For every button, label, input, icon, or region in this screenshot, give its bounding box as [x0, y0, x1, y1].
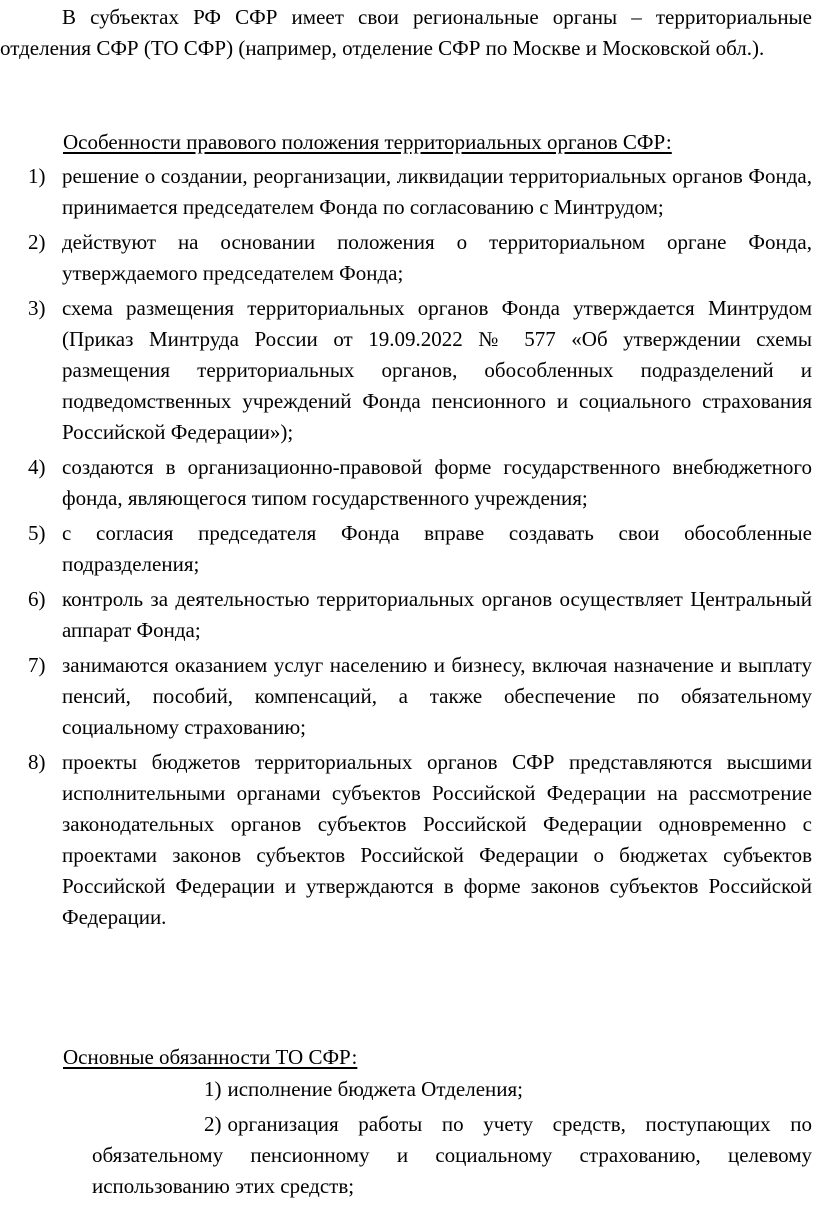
list-item: [0, 747, 812, 933]
features-list: [0, 161, 812, 937]
list-item-text: контроль за деятельностью территориальных органов осуществляет Центральный аппарат Фонда;: [62, 587, 812, 642]
list-item-text: решение о создании, реорганизации, ликвидации территориальных органов Фонда, принимается председателем Фонда по согласованию с Минтрудом;: [62, 164, 812, 219]
list-item-number: 5): [28, 521, 46, 545]
duties-heading: Основные обязанности ТО СФР:: [63, 1045, 358, 1069]
list-item: [92, 1109, 812, 1202]
list-item: [92, 1074, 812, 1105]
list-item-number: 7): [28, 653, 46, 677]
list-item: [0, 227, 812, 289]
list-item-number: 1): [204, 1077, 222, 1101]
list-item-text: проекты бюджетов территориальных органов СФР представляются высшими исполнительными органами субъектов Российской Федерации на рассмотрение законодательных органов субъектов Российской Федерации одновременно с проектами законов субъектов Российской Федерации о бюджетах субъектов Российской Федерации и утверждаются в форме законов субъектов Российской Федерации.: [62, 750, 812, 929]
list-item-text: действуют на основании положения о территориальном органе Фонда, утверждаемого председателем Фонда;: [62, 230, 812, 285]
list-item-text: организация работы по учету средств, поступающих по обязательному пенсионному и социальному страхованию, целевому использованию этих средств;: [92, 1112, 812, 1198]
list-item: [0, 650, 812, 743]
list-item-text: создаются в организационно-правовой форме государственного внебюджетного фонда, являющегося типом государственного учреждения;: [62, 455, 812, 510]
list-item-number: 2): [28, 230, 46, 254]
list-item-number: 3): [28, 296, 46, 320]
features-heading: Особенности правового положения территориальных органов СФР:: [63, 130, 672, 154]
list-item-number: 8): [28, 750, 46, 774]
list-item: [0, 518, 812, 580]
list-item-text: занимаются оказанием услуг населению и бизнесу, включая назначение и выплату пенсий, пособий, компенсаций, а также обеспечение по обязательному социальному страхованию;: [62, 653, 812, 739]
list-item: [0, 161, 812, 223]
list-item-text: исполнение бюджета Отделения;: [227, 1077, 523, 1101]
duties-list: [92, 1074, 812, 1206]
list-item: [0, 452, 812, 514]
list-item-number: 4): [28, 455, 46, 479]
list-item-number: 1): [28, 164, 46, 188]
list-item-text: с согласия председателя Фонда вправе создавать свои обособленные подразделения;: [62, 521, 812, 576]
list-item-number: 6): [28, 587, 46, 611]
list-item: [0, 293, 812, 448]
list-item-text: схема размещения территориальных органов Фонда утверждается Минтрудом (Приказ Минтруда России от 19.09.2022 № 577 «Об утверждении схемы размещения территориальных органов, обособленных подразделений и подведомственных учреждений Фонда пенсионного и социального страхования Российской Федерации»);: [62, 296, 812, 444]
intro-paragraph: В субъектах РФ СФР имеет свои региональные органы – территориальные отделения СФР (ТО СФР) (например, отделение СФР по Москве и Московской обл.).: [0, 5, 812, 60]
list-item: [0, 584, 812, 646]
list-item-number: 2): [204, 1112, 222, 1136]
